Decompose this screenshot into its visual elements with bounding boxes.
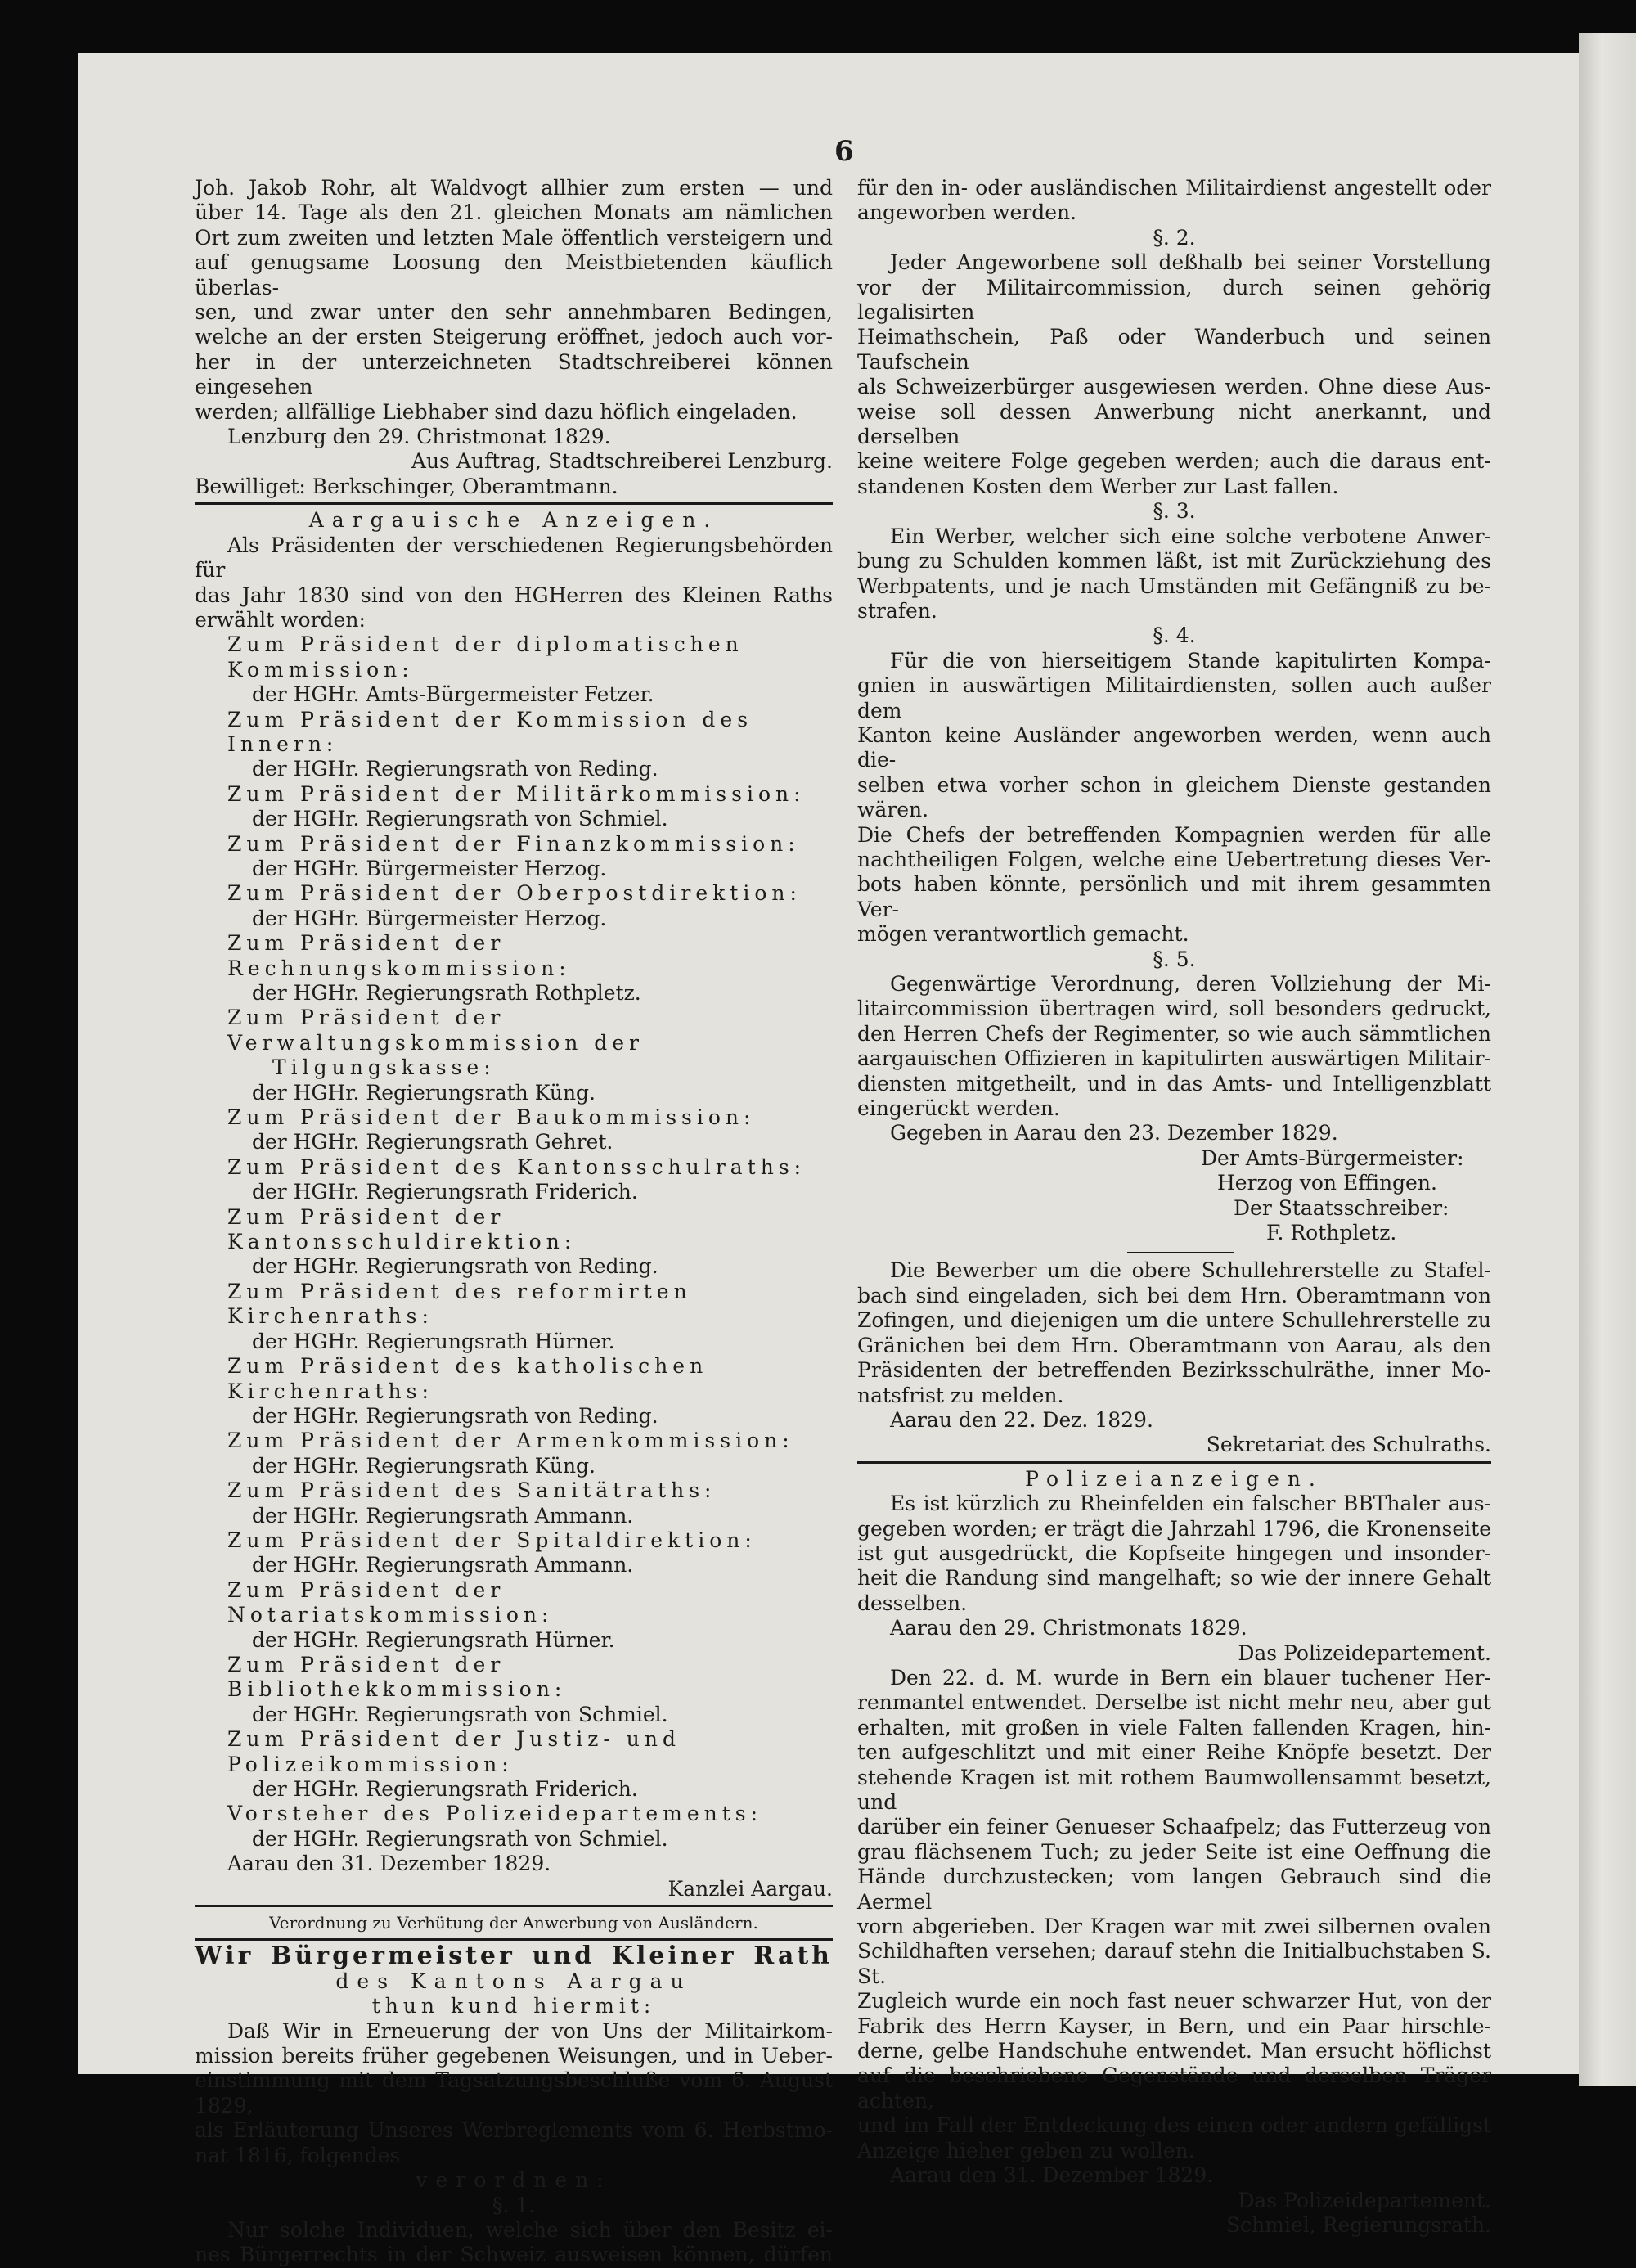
- notice-date: Aarau den 31. Dezember 1829.: [890, 2163, 1214, 2188]
- office-line: Zum Präsident des katholischen Kirchenraths:: [227, 1354, 708, 1403]
- name-line: der HGHr. Regierungsrath Ammann.: [252, 1503, 634, 1528]
- text-line: Hände durchzustecken; vom langen Gebrauch sind die Aermel: [857, 1865, 1491, 1914]
- text-line: sen, und zwar unter den sehr annehmbaren Bedingen,: [195, 300, 833, 325]
- text-line: bots haben könnte, persönlich und mit ihrem gesammten Ver-: [857, 872, 1491, 921]
- text-line: Nur solche Individuen, welche sich über den Besitz ei-: [227, 2217, 833, 2242]
- text-line: Joh. Jakob Rohr, alt Waldvogt allhier zum ersten — und: [195, 176, 833, 200]
- text-line: ten aufgeschlitzt und mit einer Reihe Knöpfe besetzt. Der: [857, 1740, 1491, 1765]
- text-line: eingerückt werden.: [857, 1096, 1060, 1121]
- section-divider: [195, 1938, 833, 1941]
- text-line: Die Bewerber um die obere Schullehrerstelle zu Stafel-: [890, 1258, 1491, 1283]
- text-line: Fabrik des Herrn Kayser, in Bern, und ein Paar hirschle-: [857, 2014, 1491, 2038]
- notice-signature: Das Polizeidepartement.: [1238, 1640, 1491, 1665]
- text-line: derne, gelbe Handschuhe entwendet. Man ersucht höflichst: [857, 2039, 1491, 2063]
- notice-signature: Aus Auftrag, Stadtschreiberei Lenzburg.: [411, 449, 833, 474]
- section-divider: [857, 1461, 1491, 1464]
- section-heading: Aargauische Anzeigen.: [308, 508, 719, 533]
- text-line: welche an der ersten Steigerung eröffnet, jedoch auch vor-: [195, 325, 833, 349]
- office-line: Zum Präsident der Militärkommission:: [227, 781, 806, 806]
- text-line: für den in- oder ausländischen Militairdienst angestellt oder: [857, 176, 1491, 200]
- text-line: werden; allfällige Liebhaber sind dazu höflich eingeladen.: [195, 399, 798, 424]
- text-line: diensten mitgetheilt, und in das Amts- und Intelligenzblatt: [857, 1071, 1491, 1096]
- text-line: Als Präsidenten der verschiedenen Regierungsbehörden für: [195, 533, 833, 583]
- office-line: Zum Präsident der Bibliothekkommission:: [227, 1652, 567, 1702]
- section-divider: [195, 502, 833, 505]
- office-line: Vorsteher des Polizeidepartements:: [227, 1802, 763, 1826]
- name-line: der HGHr. Regierungsrath Küng.: [252, 1080, 596, 1105]
- text-line: Daß Wir in Erneuerung der von Uns der Militairkom-: [227, 2018, 833, 2043]
- office-line: Zum Präsident der Justiz- und Polizeikommission:: [227, 1727, 681, 1776]
- text-line: Schildhaften versehen; darauf stehn die Initialbuchstaben S. St.: [857, 1939, 1491, 1988]
- text-line: aargauischen Offizieren in kapitulirten auswärtigen Militair-: [857, 1046, 1491, 1071]
- office-line: Zum Präsident des Sanitätraths:: [227, 1478, 717, 1503]
- notice-date: Aarau den 31. Dezember 1829.: [227, 1852, 551, 1876]
- office-line: Zum Präsident des reformirten Kirchenraths:: [227, 1279, 692, 1329]
- office-line: Zum Präsident der Rechnungskommission:: [227, 931, 571, 980]
- text-line: Es ist kürzlich zu Rheinfelden ein falscher BBThaler aus-: [890, 1492, 1491, 1516]
- page-edge: [1579, 33, 1636, 2086]
- text-line: Heimathschein, Paß oder Wanderbuch und seinen Taufschein: [857, 325, 1491, 374]
- ordinance-verb: verordnen:: [416, 2168, 612, 2193]
- notice-signature: Kanzlei Aargau.: [667, 1876, 833, 1901]
- text-line: Anzeige hieher geben zu wollen.: [857, 2138, 1195, 2162]
- text-line: gnien in auswärtigen Militairdiensten, sollen auch außer dem: [857, 673, 1491, 722]
- name-line: der HGHr. Regierungsrath Friderich.: [252, 1777, 638, 1801]
- ordinance-subheading: des Kantons Aargau: [335, 1969, 692, 1993]
- name-line: der HGHr. Regierungsrath Küng.: [252, 1453, 596, 1478]
- ordinance-heading: Wir Bürgermeister und Kleiner Rath: [195, 1942, 833, 1971]
- paragraph-number: §. 5.: [1153, 947, 1196, 971]
- name-line: der HGHr. Regierungsrath Ammann.: [252, 1553, 634, 1577]
- text-line: erhalten, mit großen in viele Falten fallenden Kragen, hin-: [857, 1715, 1491, 1739]
- office-line: Zum Präsident der Kantonsschuldirektion:: [227, 1204, 577, 1254]
- text-line: auf genugsame Loosung den Meistbietenden käuflich überlas-: [195, 250, 833, 299]
- office-line: Zum Präsident der Notariatskommission:: [227, 1577, 554, 1627]
- notice-signature: Schmiel, Regierungsrath.: [1226, 2212, 1491, 2237]
- text-line: nat 1816, folgendes: [195, 2143, 401, 2167]
- text-line: das Jahr 1830 sind von den HGHerren des Kleinen Raths: [195, 583, 833, 607]
- text-line: auf die beschriebene Gegenstände und derselben Träger achten,: [857, 2063, 1491, 2113]
- paragraph-number: §. 1.: [492, 2193, 536, 2217]
- text-line: und im Fall der Entdeckung des einen oder andern gefälligst: [857, 2113, 1491, 2138]
- office-line: Zum Präsident der Spitaldirektion:: [227, 1528, 757, 1552]
- text-line: stehende Kragen ist mit rothem Baumwollensammt besetzt, und: [857, 1765, 1491, 1814]
- name-line: der HGHr. Regierungsrath Rothpletz.: [252, 981, 641, 1005]
- text-line: erwählt worden:: [195, 607, 366, 632]
- presidents-list: [195, 632, 833, 1852]
- text-line: Kanton keine Ausländer angeworben werden, wenn auch die-: [857, 722, 1491, 772]
- name-line: der HGHr. Bürgermeister Herzog.: [252, 856, 607, 880]
- text-line: Werbpatents, und je nach Umständen mit Gefängniß zu be-: [857, 574, 1491, 598]
- name-line: der HGHr. Regierungsrath von Reding.: [252, 1403, 658, 1428]
- signature-name: Herzog von Effingen.: [1217, 1171, 1437, 1195]
- text-line: Ein Werber, welcher sich eine solche verbotene Anwer-: [890, 524, 1491, 548]
- notice-approval: Bewilliget: Berkschinger, Oberamtmann.: [195, 474, 618, 498]
- name-line: der HGHr. Regierungsrath von Schmiel.: [252, 1702, 668, 1726]
- right-column: [857, 176, 1491, 2238]
- ordinance-title: Verordnung zu Verhütung der Anwerbung von Ausländern.: [269, 1913, 758, 1933]
- text-line: mission bereits früher gegebenen Weisungen, und in Ueber-: [195, 2044, 833, 2068]
- text-line: Präsidenten der betreffenden Bezirksschulräthe, inner Mo-: [857, 1358, 1491, 1383]
- office-line: Zum Präsident der Finanzkommission:: [227, 831, 800, 856]
- name-line: der HGHr. Regierungsrath von Reding.: [252, 1254, 658, 1279]
- text-line: Gränichen bei dem Hrn. Oberamtmann von Aarau, als den: [857, 1333, 1491, 1357]
- name-line: der HGHr. Regierungsrath von Reding.: [252, 757, 658, 781]
- section-divider: [195, 1905, 833, 1907]
- text-line: bung zu Schulden kommen läßt, ist mit Zurückziehung des: [857, 549, 1491, 574]
- section-heading: Polizeianzeigen.: [1025, 1466, 1324, 1491]
- notice-date: Aarau den 29. Christmonats 1829.: [890, 1616, 1247, 1640]
- notice-signature: Das Polizeidepartement.: [1238, 2188, 1491, 2212]
- name-line: der HGHr. Regierungsrath von Schmiel.: [252, 1826, 668, 1851]
- text-line: ist gut ausgedrückt, die Kopfseite hingegen und insonder-: [857, 1541, 1491, 1565]
- text-line: Jeder Angeworbene soll deßhalb bei seiner Vorstellung: [890, 250, 1491, 275]
- office-line: Zum Präsident der Verwaltungskommission der: [227, 1006, 644, 1055]
- ordinance-date: Gegeben in Aarau den 23. Dezember 1829.: [890, 1121, 1338, 1145]
- page-number: 6: [834, 135, 854, 168]
- text-line: angeworben werden.: [857, 200, 1077, 225]
- name-line: der HGHr. Amts-Bürgermeister Fetzer.: [252, 682, 654, 707]
- text-line: keine weitere Folge gegeben werden; auch die daraus ent-: [857, 449, 1491, 474]
- text-line: litaircommission übertragen wird, soll besonders gedruckt,: [857, 997, 1491, 1021]
- text-line: Zofingen, und diejenigen um die untere Schullehrerstelle zu: [857, 1308, 1491, 1333]
- paragraph-number: §. 3.: [1153, 499, 1196, 524]
- ordinance-subheading: thun kund hiermit:: [371, 1994, 656, 2018]
- text-line: heit die Randung sind mangelhaft; so wie der innere Gehalt: [857, 1566, 1491, 1591]
- paragraph-number: §. 2.: [1153, 225, 1196, 250]
- office-line: Zum Präsident der Baukommission:: [227, 1105, 756, 1130]
- text-line: vorn abgerieben. Der Kragen war mit zwei silbernen ovalen: [857, 1915, 1491, 1939]
- text-line: Zugleich wurde ein noch fast neuer schwarzer Hut, von der: [857, 1989, 1491, 2014]
- office-line: Zum Präsident der Oberpostdirektion:: [227, 881, 802, 906]
- text-line: nes Bürgerrechts in der Schweiz ausweisen können, dürfen: [195, 2243, 833, 2267]
- text-line: bach sind eingeladen, sich bei dem Hrn. Oberamtmann von: [857, 1283, 1491, 1307]
- text-line: vor der Militaircommission, durch seinen gehörig legalisirten: [857, 275, 1491, 325]
- office-line: Zum Präsident der Armenkommission:: [227, 1429, 794, 1453]
- name-line: der HGHr. Bürgermeister Herzog.: [252, 906, 607, 930]
- auction-notice: [195, 176, 833, 499]
- name-line: der HGHr. Regierungsrath von Schmiel.: [252, 807, 668, 831]
- text-line: Gegenwärtige Verordnung, deren Vollziehung der Mi-: [890, 972, 1491, 996]
- name-line: der HGHr. Regierungsrath Friderich.: [252, 1180, 638, 1204]
- text-line: natsfrist zu melden.: [857, 1383, 1064, 1407]
- text-line: gegeben worden; er trägt die Jahrzahl 1796, die Kronenseite: [857, 1516, 1491, 1541]
- text-line: grau flächsenem Tuch; zu jeder Seite ist eine Oeffnung die: [857, 1839, 1491, 1864]
- text-line: über 14. Tage als den 21. gleichen Monats am nämlichen: [195, 200, 833, 225]
- text-line: darüber ein feiner Genueser Schaafpelz; das Futterzeug von: [857, 1815, 1491, 1839]
- office-line: Zum Präsident des Kantonsschulraths:: [227, 1154, 807, 1179]
- notice-date: Lenzburg den 29. Christmonat 1829.: [227, 425, 611, 449]
- text-line: den Herren Chefs der Regimenter, so wie auch sämmtlichen: [857, 1021, 1491, 1046]
- text-line: einstimmung mit dem Tagsatzungsbeschluße vom 6. August 1829,: [195, 2068, 833, 2117]
- text-line: renmantel entwendet. Derselbe ist nicht mehr neu, aber gut: [857, 1690, 1491, 1715]
- text-line: desselben.: [857, 1591, 968, 1615]
- paragraph-number: §. 4.: [1153, 623, 1196, 648]
- text-line: Die Chefs der betreffenden Kompagnien werden für alle: [857, 822, 1491, 847]
- name-line: der HGHr. Regierungsrath Hürner.: [252, 1329, 615, 1353]
- short-divider: [1127, 1252, 1234, 1253]
- signature-name: F. Rothpletz.: [1266, 1221, 1397, 1245]
- office-line: Zum Präsident der diplomatischen Kommission:: [227, 632, 744, 682]
- name-line: der HGHr. Regierungsrath Gehret.: [252, 1130, 614, 1154]
- signature-title: Der Amts-Bürgermeister:: [1201, 1145, 1464, 1170]
- text-line: nachtheiligen Folgen, welche eine Uebertretung dieses Ver-: [857, 847, 1491, 871]
- text-line: als Erläuterung Unseres Werbreglements vom 6. Herbstmo-: [195, 2118, 833, 2143]
- text-line: strafen.: [857, 598, 937, 623]
- text-line: selben etwa vorher schon in gleichem Dienste gestanden wären.: [857, 772, 1491, 822]
- text-line: Für die von hierseitigem Stande kapitulirten Kompa-: [890, 648, 1491, 673]
- signature-title: Der Staatsschreiber:: [1234, 1195, 1449, 1220]
- notice-signature: Sekretariat des Schulraths.: [1206, 1433, 1491, 1457]
- office-line: Tilgungskasse:: [272, 1055, 496, 1080]
- notice-date: Aarau den 22. Dez. 1829.: [890, 1407, 1153, 1432]
- text-line: standenen Kosten dem Werber zur Last fallen.: [857, 474, 1339, 498]
- text-line: als Schweizerbürger ausgewiesen werden. Ohne diese Aus-: [857, 375, 1491, 399]
- text-line: Den 22. d. M. wurde in Bern ein blauer tuchener Her-: [890, 1665, 1491, 1690]
- left-column: [195, 176, 833, 2268]
- office-line: Zum Präsident der Kommission des Innern:: [227, 707, 753, 756]
- text-line: Ort zum zweiten und letzten Male öffentlich versteigern und: [195, 225, 833, 250]
- text-line: her in der unterzeichneten Stadtschreiberei können eingesehen: [195, 349, 833, 399]
- name-line: der HGHr. Regierungsrath Hürner.: [252, 1627, 615, 1652]
- text-line: mögen verantwortlich gemacht.: [857, 922, 1189, 947]
- text-line: weise soll dessen Anwerbung nicht anerkannt, und derselben: [857, 399, 1491, 449]
